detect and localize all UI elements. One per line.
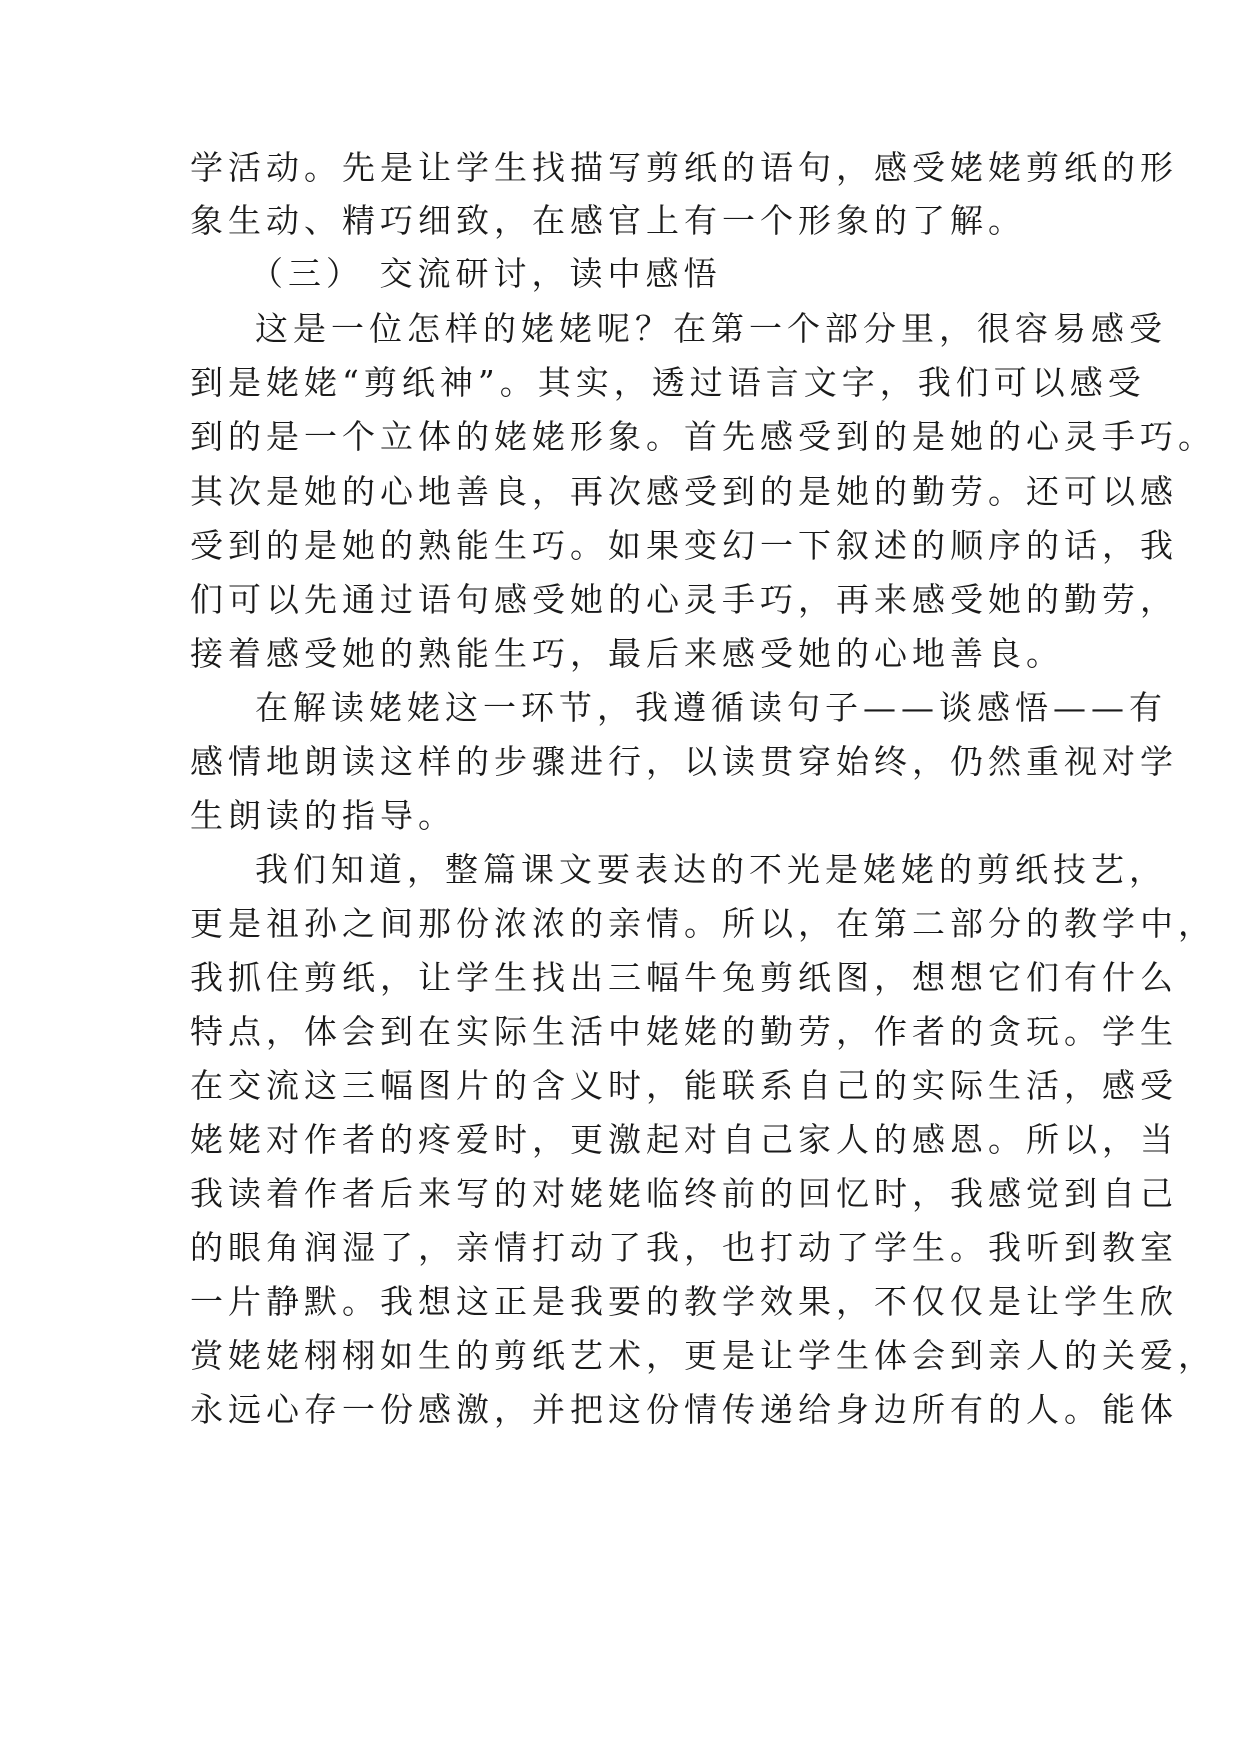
text-line: 赏姥姥栩栩如生的剪纸艺术，更是让学生体会到亲人的关爱， <box>190 1336 1216 1375</box>
text-line: 特点，体会到在实际生活中姥姥的勤劳，作者的贪玩。学生 <box>190 1012 1178 1051</box>
text-line: 生朗读的指导。 <box>190 796 456 835</box>
text-line: 象生动、精巧细致，在感官上有一个形象的了解。 <box>190 201 1026 240</box>
section-heading: （三） 交流研讨，读中感悟 <box>250 254 722 293</box>
text-line: 接着感受她的熟能生巧，最后来感受她的心地善良。 <box>190 634 1064 673</box>
text-line: 到是姥姥“剪纸神”。其实，透过语言文字，我们可以感受 <box>190 363 1146 402</box>
text-line: 们可以先通过语句感受她的心灵手巧，再来感受她的勤劳， <box>190 580 1178 619</box>
text-line: 我抓住剪纸，让学生找出三幅牛兔剪纸图，想想它们有什么 <box>190 958 1178 997</box>
text-line: 学活动。先是让学生找描写剪纸的语句，感受姥姥剪纸的形 <box>190 148 1178 187</box>
text-line: 感情地朗读这样的步骤进行，以读贯穿始终，仍然重视对学 <box>190 742 1178 781</box>
text-line: 我读着作者后来写的对姥姥临终前的回忆时，我感觉到自己 <box>190 1174 1178 1213</box>
text-line: 在解读姥姥这一环节，我遵循读句子——谈感悟——有 <box>255 688 1167 727</box>
text-line: 的眼角润湿了，亲情打动了我，也打动了学生。我听到教室 <box>190 1228 1178 1267</box>
text-line: 其次是她的心地善良，再次感受到的是她的勤劳。还可以感 <box>190 472 1178 511</box>
text-line: 更是祖孙之间那份浓浓的亲情。所以，在第二部分的教学中， <box>190 904 1216 943</box>
text-line: 姥姥对作者的疼爱时，更激起对自己家人的感恩。所以，当 <box>190 1120 1178 1159</box>
text-line: 到的是一个立体的姥姥形象。首先感受到的是她的心灵手巧。 <box>190 417 1216 456</box>
text-line: 一片静默。我想这正是我要的教学效果，不仅仅是让学生欣 <box>190 1282 1178 1321</box>
text-line: 在交流这三幅图片的含义时，能联系自己的实际生活，感受 <box>190 1066 1178 1105</box>
text-line: 受到的是她的熟能生巧。如果变幻一下叙述的顺序的话，我 <box>190 526 1178 565</box>
text-line: 这是一位怎样的姥姥呢？在第一个部分里，很容易感受 <box>255 309 1167 348</box>
text-line: 我们知道，整篇课文要表达的不光是姥姥的剪纸技艺， <box>255 850 1167 889</box>
text-line: 永远心存一份感激，并把这份情传递给身边所有的人。能体 <box>190 1390 1178 1429</box>
